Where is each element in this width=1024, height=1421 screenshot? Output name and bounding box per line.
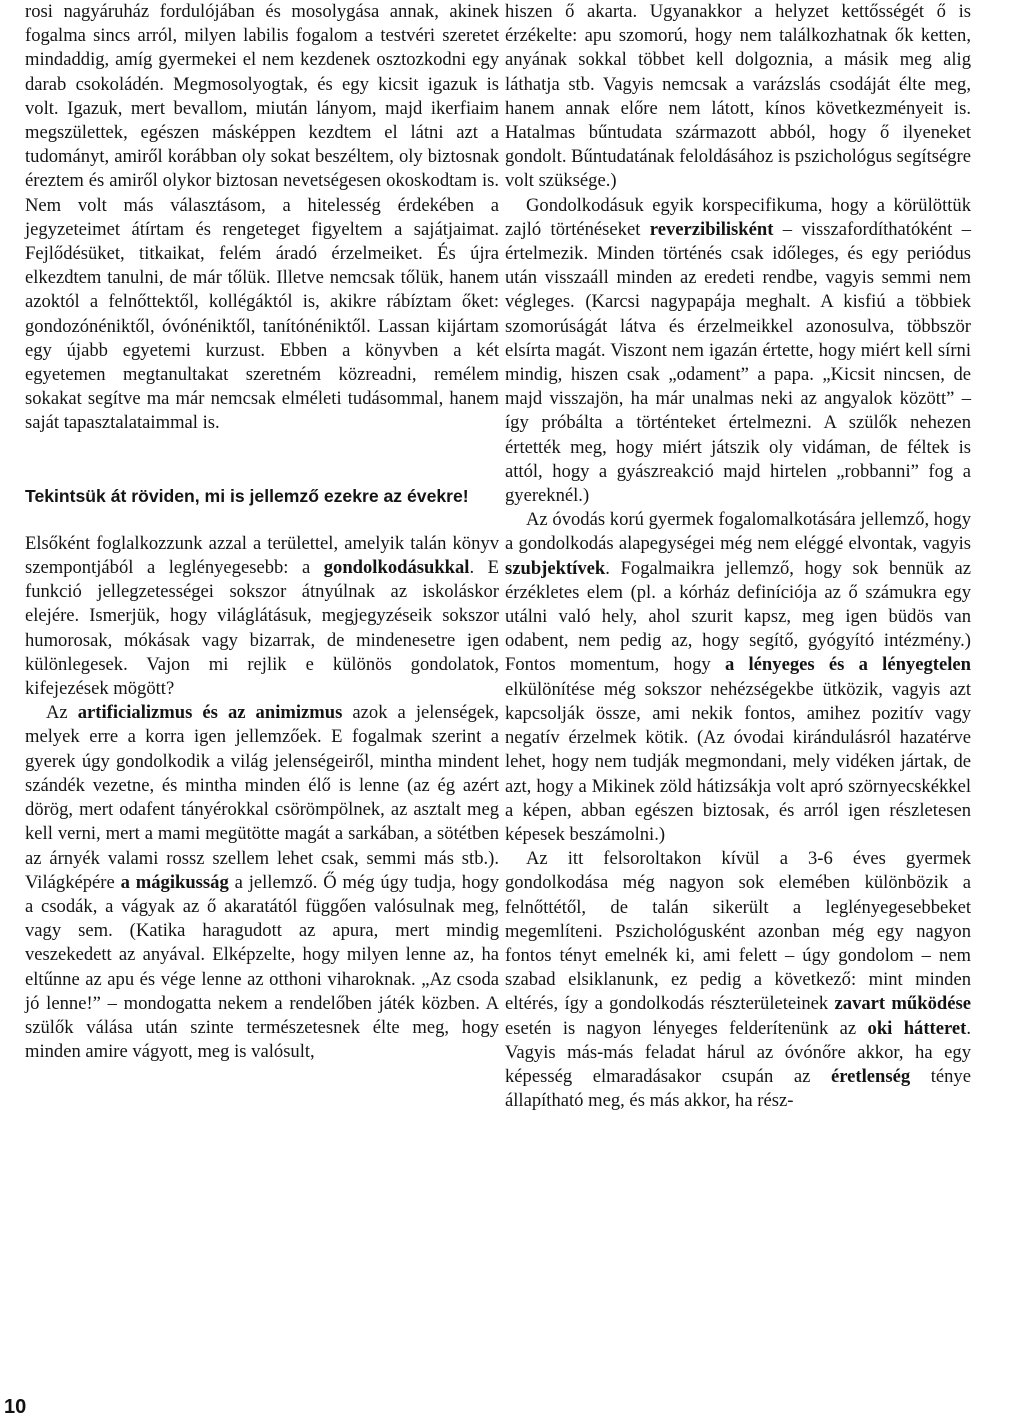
term-szubjektiv: szubjektívek	[505, 557, 606, 579]
right-paragraph-3: Az óvodás korú gyermek fogalomalkotására jellemző, hogy a gondolkodás alapegységei még nem eléggé elvontak, vagyis szubjektívek. Fogalmaikra jellemző, hogy sok bennük az érzékletes elem (pl. a kórház definíciója az ő számukra egy utálni való hely, ahol szurit kapsz, meg igen büdös van odabent, nem pedig az, hogy segítő, gyógyító intézmény.) Fontos momentum, hogy a lényeges és a lényegtelen elkülönítése még sokszor nehézségekbe ütközik, vagyis azt kapcsolják össze, ami nekik fontos, amihez pozitív vagy negatív érzelmek kötik. (Az óvodai kirándulásról hazatérve lehet, hogy nem tudják megmondani, mely vidéken jártak, de azt, hogy a Mikinek zöld hátizsákja volt apró szörnyecskékkel a képen, abban egészen biztosak, és arról igen részletesen képesek beszámolni.)	[505, 509, 971, 845]
section-heading: Tekintsük át röviden, mi is jellemző ezekre az évekre!	[25, 485, 469, 506]
right-paragraph-4: Az itt felsoroltakon kívül a 3-6 éves gyermek gondolkodása még nagyon sok elemében különbözik a felnőttétől, de talán sikerült a leglényegesebbeket megemlíteni. Pszichológusként azonban még egy nagyon fontos tényt emelnék ki, ami felett – úgy gondolom – nem szabad elsiklanunk, ez pedig a következő: mint minden eltérés, így a gondolkodás részterületeinek zavart működése esetén is nagyon lényeges felderítenünk az oki hátteret. Vagyis más-más feladat hárul az óvónőre akkor, ha egy képesség elmaradásakor csupán az éretlenség ténye állapítható meg, és más akkor, ha rész-	[505, 848, 972, 1112]
left-paragraph-1: rosi nagyáruház fordulójában és mosolygása annak, akinek fogalma sincs arról, milyen labilis fogalom a testvéri szeretet mindaddig, amíg gyermekei el nem kezdenek osztozkodni egy darab csokoládén. Megmosolyogtak, és egy kicsit igazuk is volt. Igazuk, mert bevallom, miután lányom, majd ikerfiaim megszülettek, egészen másképpen kezdtem el látni azt a tudományt, amiről korábban oly sokat beszéltem, oly biztosnak éreztem és amiről olykor biztosan nevetségesen okoskodtam is. Nem volt más választásom, a hitelesség érdekében a jegyzeteimet átírtam és rengeteget figyeltem a sajátjaimat. Fejlődésüket, titkaikat, felém áradó érzelmeiket. És újra elkezdtem tanulni, de már tőlük. Illetve nemcsak tőlük, hanem azoktól a felnőttektől, kollégáktól is, akikre rábíztam őket: gondozónéniktől, óvónéniktől, tanítónéniktől. Lassan kijártam egy újabb egyetemi kurzust. Ebben a könyvben a két egyetemen megtanultakat szeretném közreadni, remélem sokakat segítve ma már nemcsak elméleti tudásommal, hanem saját tapasztalataimmal is.	[25, 1, 499, 434]
spacer	[25, 436, 499, 484]
left-paragraph-2: Elsőként foglalkozzunk azzal a területtel, amelyik talán könyv szempontjából a leglényegesebb: a gondolkodásukkal. E funkció jellegzetességei sokszor átnyúlnak az iskoláskor elejére. Ismerjük, hogy világlátásuk, megjegyzéseik sokszor humorosak, mókásak vagy bizarrak, de mindenesetre igen különlegesek. Vajon mi rejlik e különös gondolatok, kifejezések mögött?	[25, 532, 499, 700]
left-paragraph-3: Az artificializmus és az animizmus azok a jelenségek, melyek erre a korra igen jellemzőek. E fogalmak szerint a gyerek úgy gondolkodik a világ jelenségeiről, mintha mindent szándék vezetne, és mintha minden élő is lenne (az ég azért dörög, mert odafent tányérokkal csörömpölnek, az asztalt meg kell verni, mert a mami megütötte magát a sarkában, a sötétben az árnyék valami rossz szellem lehet csak, semmi más stb.). Világképére a mágikusság a jellemző. Ő még úgy tudja, hogy a csodák, a vágyak az ő akaratától függően valósulnak meg, vagy sem. (Katika haragudott az apura, mert mindig veszekedett az anyával. Elképzelte, hogy milyen lenne az, ha eltűnne az apu és vége lenne az otthoni viharoknak. „Az csoda jó lenne!” – mondogatta nekem a rendelőben játék közben. A szülők válása után szinte természetesnek élte meg, hogy minden amire vágyott, meg is valósult,	[25, 702, 499, 1063]
spacer	[25, 508, 499, 532]
term-eretlenseg: éretlenség	[830, 1065, 911, 1087]
right-paragraph-1: hiszen ő akarta. Ugyanakkor a helyzet kettősségét ő is érzékelte: apu szomorú, hogy nem találkozhatnak ők ketten, anyának sokkal többet kell dolgoznia, a másik meg alig láthatja stb. Vagyis nemcsak a varázslás csodáját élte meg, hanem annak előre nem látott, kínos következményeit is. Hatalmas bűntudata származott abból, hogy ő ilyeneket gondolt. Bűntudatának feloldásához is pszichológus segítségre volt szüksége.)	[505, 1, 971, 192]
term-magikussag: a mágikusság	[120, 871, 229, 893]
right-column	[505, 0, 971, 1113]
term-oki-hatter: oki hátteret	[867, 1017, 967, 1039]
term-reverzibilis: reverzibilisként	[649, 218, 774, 240]
term-lenyeges: a lényeges és a lényegtelen	[724, 654, 971, 676]
right-paragraph-2: Gondolkodásuk egyik korspecifikuma, hogy a körülöttük zajló történéseket reverzibilisként – visszafordíthatóként – értelmezik. Minden történés csak időleges, és egy periódus után visszaáll minden az eredeti rendbe, vagyis semmi nem végleges. (Karcsi nagypapája meghalt. A kisfiú a többiek szomorúságát látva és érzelmeikkel azonosulva, többször elsírta magát. Viszont nem igazán értette, hogy miért kell sírni mindig, hiszen csak „odament” a papa. „Kicsit nincsen, de majd visszajön, ha már unalmas neki az angyalok között” – így próbálta a történteket értelmezni. A szülők nehezen értették meg, hogy miért játszik oly vidáman, de féltek is attól, hogy a gyászreakció majd hirtelen „robbanni” fog a gyereknél.)	[505, 194, 971, 507]
term-zavart-mukodes: zavart működése	[834, 993, 971, 1015]
term-artificializmus: artificializmus és az animizmus	[77, 702, 343, 724]
page-number: 10	[4, 1396, 27, 1418]
term-gondolkodas: gondolkodásukkal	[323, 557, 470, 579]
left-column	[25, 0, 499, 1064]
